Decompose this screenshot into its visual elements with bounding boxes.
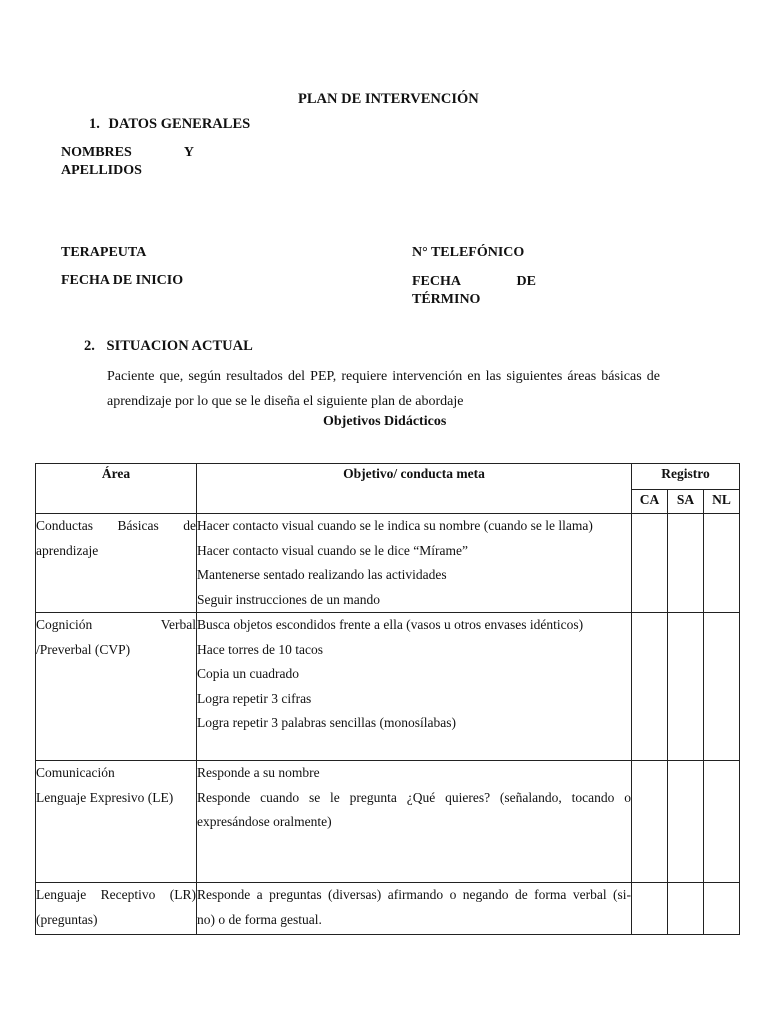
table-caption: Objetivos Didácticos: [323, 414, 447, 429]
objective-cell: [197, 514, 632, 613]
objective-item: Busca objetos escondidos frente a ella (vasos u otros envases idénticos): [197, 617, 584, 632]
registro-ca-cell[interactable]: [632, 514, 668, 613]
objective-item: Logra repetir 3 palabras sencillas (monosílabas): [197, 715, 457, 730]
objective-item: Mantenerse sentado realizando las actividades: [197, 567, 447, 582]
field-nombres-word2: Y: [183, 145, 194, 160]
field-fecha-termino-label: [412, 273, 536, 309]
field-fecha-termino-word3: TÉRMINO: [412, 292, 481, 307]
field-terapeuta-label: TERAPEUTA: [61, 245, 147, 260]
objective-item: Hacer contacto visual cuando se le dice “Mírame”: [197, 542, 468, 558]
area-cell: [36, 514, 197, 613]
registro-nl-cell[interactable]: [704, 883, 740, 935]
field-nombres-word1: NOMBRES: [61, 145, 132, 160]
section-1-heading: [89, 116, 250, 133]
header-area: Área: [36, 464, 197, 514]
objective-cell: [197, 613, 632, 761]
registro-nl-cell[interactable]: [704, 613, 740, 761]
header-registro: Registro: [632, 464, 740, 490]
objective-item: [197, 883, 631, 932]
registro-sa-cell[interactable]: [668, 514, 704, 613]
area-label-line2: (preguntas): [36, 911, 98, 927]
objective-item: Hace torres de 10 tacos: [197, 641, 323, 657]
area-label-line2: /Preverbal (CVP): [36, 641, 131, 657]
objective-item: Logra repetir 3 cifras: [197, 690, 312, 706]
objective-item-line2: no) o de forma gestual.: [197, 911, 322, 927]
section-1-number: 1.: [89, 116, 100, 132]
objective-item-line1: Responde cuando se le pregunta ¿Qué quieres? (señalando, tocando o: [197, 789, 631, 805]
objective-item: Responde a su nombre: [197, 765, 320, 780]
header-nl: NL: [704, 490, 740, 514]
field-fecha-termino-word1: FECHA: [412, 274, 461, 289]
header-sa: SA: [668, 490, 704, 514]
objective-item-line1: Responde a preguntas (diversas) afirmando o negando de forma verbal (si-: [197, 887, 631, 902]
table-row: [36, 883, 740, 935]
section-2-title: SITUACION ACTUAL: [106, 338, 253, 354]
area-cell: [36, 761, 197, 883]
section-2-number: 2.: [84, 338, 95, 354]
area-label-line1: Comunicación: [36, 765, 115, 780]
objective-cell: [197, 883, 632, 935]
registro-sa-cell[interactable]: [668, 761, 704, 883]
situation-paragraph-line2: aprendizaje por lo que se le diseña el siguiente plan de abordaje: [107, 393, 464, 409]
area-label-line1: Lenguaje Receptivo (LR): [36, 887, 196, 902]
objective-cell: [197, 761, 632, 883]
area-label-line2: aprendizaje: [36, 542, 99, 558]
registro-nl-cell[interactable]: [704, 761, 740, 883]
header-ca: CA: [632, 490, 668, 514]
situation-paragraph-line1: Paciente que, según resultados del PEP, requiere intervención en las siguientes áreas básicas de: [107, 369, 660, 384]
objective-item: [197, 786, 631, 835]
situation-paragraph: [107, 365, 660, 414]
objective-item: Hacer contacto visual cuando se le indica su nombre (cuando se le llama): [197, 518, 593, 533]
area-label-line1: Cognición Verbal: [36, 617, 196, 632]
registro-sa-cell[interactable]: [668, 883, 704, 935]
objective-item-line2: expresándose oralmente): [197, 814, 332, 829]
registro-ca-cell[interactable]: [632, 883, 668, 935]
table-row: [36, 761, 740, 883]
section-1-title: DATOS GENERALES: [108, 116, 251, 132]
area-cell: [36, 883, 197, 935]
objective-item: Seguir instrucciones de un mando: [197, 591, 380, 607]
table-row: [36, 613, 740, 761]
field-fecha-inicio-label: FECHA DE INICIO: [61, 273, 184, 288]
registro-nl-cell[interactable]: [704, 514, 740, 613]
registro-ca-cell[interactable]: [632, 613, 668, 761]
area-label-line1: Conductas Básicas de: [36, 518, 196, 533]
objective-item: Copia un cuadrado: [197, 666, 299, 681]
field-apellidos-word: APELLIDOS: [61, 163, 142, 178]
field-nombres-label: [61, 144, 194, 180]
table-row: [36, 514, 740, 613]
area-label-line2: Lenguaje Expresivo (LE): [36, 789, 174, 805]
document-title: PLAN DE INTERVENCIÓN: [298, 91, 479, 107]
objectives-table: [35, 463, 740, 935]
header-objetivo: Objetivo/ conducta meta: [197, 464, 632, 514]
registro-ca-cell[interactable]: [632, 761, 668, 883]
field-telefono-label: N° TELEFÓNICO: [412, 245, 525, 260]
field-fecha-termino-word2: DE: [516, 274, 536, 289]
registro-sa-cell[interactable]: [668, 613, 704, 761]
section-2-heading: [84, 338, 253, 355]
area-cell: [36, 613, 197, 761]
